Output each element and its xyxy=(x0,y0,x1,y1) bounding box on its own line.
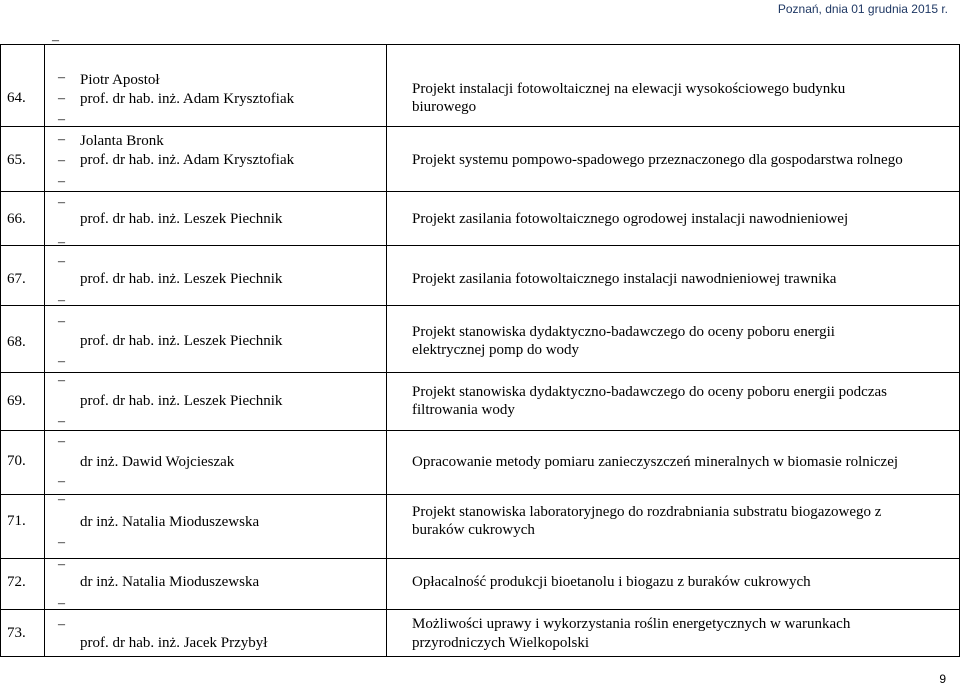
bullet-dash: – xyxy=(58,434,65,449)
project-title: elektrycznej pomp do wody xyxy=(412,342,580,358)
project-title: przyrodniczych Wielkopolski xyxy=(412,635,589,651)
project-title: Opłacalność produkcji bioetanolu i biogazu z buraków cukrowych xyxy=(412,574,811,590)
author-name: prof. dr hab. inż. Adam Krysztofiak xyxy=(80,152,295,168)
bullet-dash: – xyxy=(58,235,65,250)
row-number: 64. xyxy=(7,90,26,106)
project-title: Projekt stanowiska dydaktyczno-badawczego do oceny poboru energii xyxy=(412,324,835,340)
bullet-dash: – xyxy=(58,492,65,507)
bullet-dash: – xyxy=(58,174,65,189)
row-number: 71. xyxy=(7,513,26,529)
bullet-dash: – xyxy=(58,293,65,308)
bullet-dash: – xyxy=(58,112,65,127)
author-name: dr inż. Dawid Wojcieszak xyxy=(80,454,235,470)
bullet-dash: – xyxy=(58,195,65,210)
row-number: 68. xyxy=(7,334,26,350)
bullet-dash: – xyxy=(58,596,65,611)
author-name: prof. dr hab. inż. Adam Krysztofiak xyxy=(80,91,295,107)
author-name: prof. dr hab. inż. Leszek Piechnik xyxy=(80,271,283,287)
author-name: prof. dr hab. inż. Jacek Przybył xyxy=(80,635,268,651)
project-title: filtrowania wody xyxy=(412,402,515,418)
row-number: 70. xyxy=(7,453,26,469)
project-title: buraków cukrowych xyxy=(412,522,535,538)
bullet-dash: – xyxy=(58,354,65,369)
row-number: 72. xyxy=(7,574,26,590)
project-title: biurowego xyxy=(412,99,477,115)
bullet-dash: – xyxy=(58,617,65,632)
bullet-dash: – xyxy=(52,33,59,48)
project-title: Projekt stanowiska laboratoryjnego do rozdrabniania substratu biogazowego z xyxy=(412,504,882,520)
row-number: 65. xyxy=(7,152,26,168)
bullet-dash: – xyxy=(58,132,65,147)
bullet-dash: – xyxy=(58,535,65,550)
project-title: Możliwości uprawy i wykorzystania roślin energetycznych w warunkach xyxy=(412,616,851,632)
author-name: dr inż. Natalia Mioduszewska xyxy=(80,514,260,530)
bullet-dash: – xyxy=(58,474,65,489)
row-number: 67. xyxy=(7,271,26,287)
author-name: prof. dr hab. inż. Leszek Piechnik xyxy=(80,393,283,409)
author-name: Jolanta Bronk xyxy=(80,133,164,149)
bullet-dash: – xyxy=(58,254,65,269)
bullet-dash: – xyxy=(58,70,65,85)
author-name: Piotr Apostoł xyxy=(80,72,160,88)
author-name: prof. dr hab. inż. Leszek Piechnik xyxy=(80,211,283,227)
project-title: Opracowanie metody pomiaru zanieczyszczeń mineralnych w biomasie rolniczej xyxy=(412,454,899,470)
project-title: Projekt zasilania fotowoltaicznego ogrodowej instalacji nawodnieniowej xyxy=(412,211,849,227)
bullet-dash: – xyxy=(58,557,65,572)
project-title: Projekt systemu pompowo-spadowego przeznaczonego dla gospodarstwa rolnego xyxy=(412,152,903,168)
project-title: Projekt instalacji fotowoltaicznej na elewacji wysokościowego budynku xyxy=(412,81,846,97)
bullet-dash: – xyxy=(58,91,65,106)
row-number: 73. xyxy=(7,625,26,641)
project-title: Projekt zasilania fotowoltaicznego instalacji nawodnieniowej trawnika xyxy=(412,271,837,287)
author-name: dr inż. Natalia Mioduszewska xyxy=(80,574,260,590)
project-title: Projekt stanowiska dydaktyczno-badawczego do oceny poboru energii podczas xyxy=(412,384,887,400)
page-number: 9 xyxy=(939,672,946,686)
bullet-dash: – xyxy=(58,314,65,329)
author-name: prof. dr hab. inż. Leszek Piechnik xyxy=(80,333,283,349)
header-date: Poznań, dnia 01 grudnia 2015 r. xyxy=(777,2,948,16)
bullet-dash: – xyxy=(58,153,65,168)
bullet-dash: – xyxy=(58,373,65,388)
row-number: 69. xyxy=(7,393,26,409)
bullet-dash: – xyxy=(58,414,65,429)
row-number: 66. xyxy=(7,211,26,227)
